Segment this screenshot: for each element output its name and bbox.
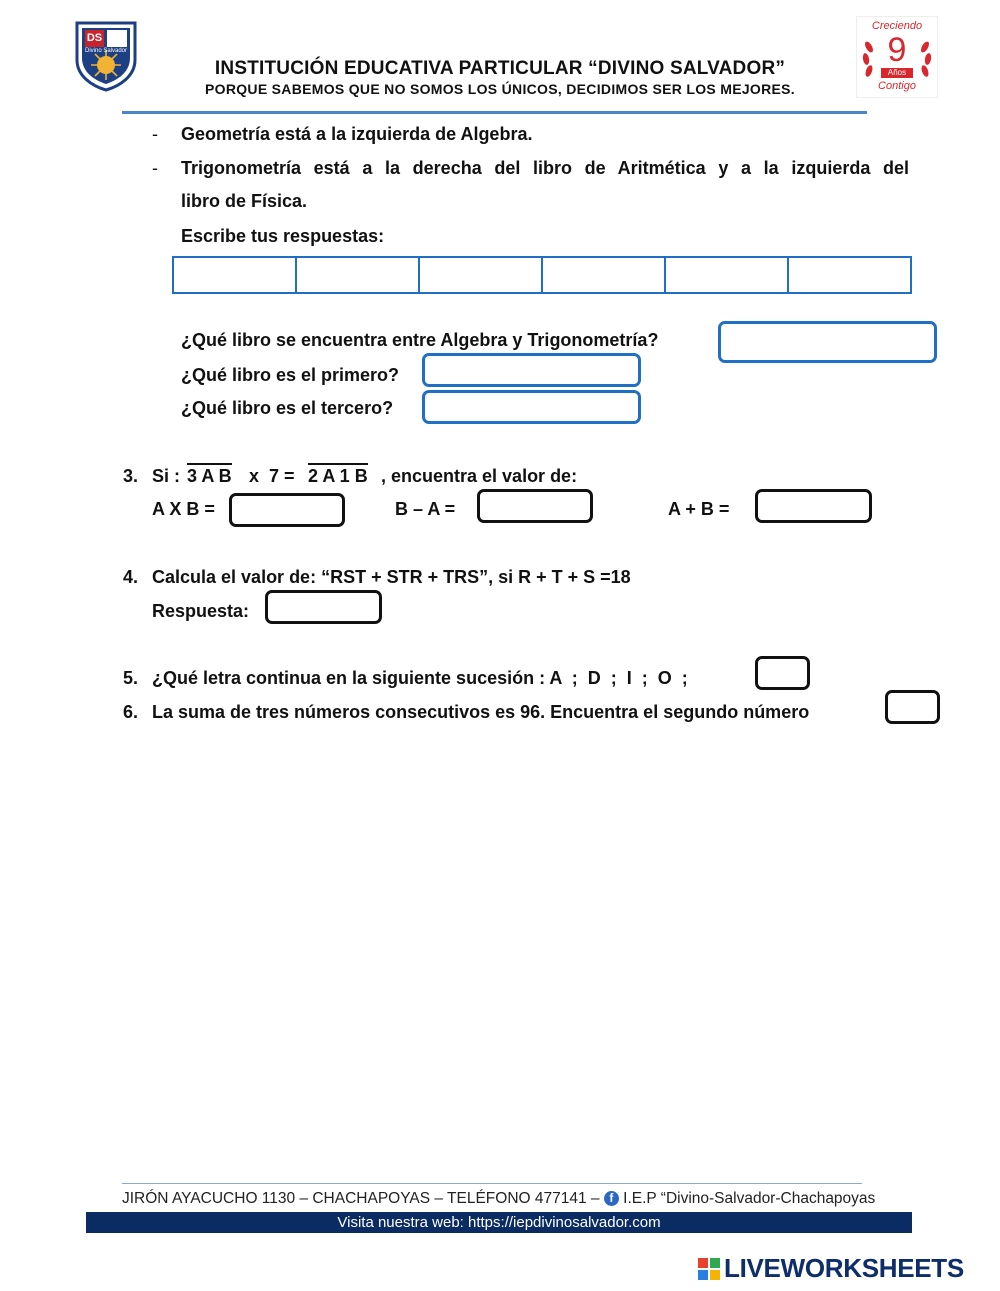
facebook-icon [604, 1191, 619, 1206]
clue-2-line1: Trigonometría está a la derecha del libro de Aritmética y a la izquierda del [181, 158, 909, 178]
facebook-icon-glyph: f [609, 1191, 614, 1205]
book-slot-2[interactable] [296, 257, 419, 293]
anniversary-badge [856, 16, 938, 98]
question-between: ¿Qué libro se encuentra entre Algebra y Trigonometría? [181, 330, 659, 350]
liveworksheets-brand: LIVEWORKSHEETS [724, 1253, 964, 1283]
apb-label: A + B = [668, 499, 730, 519]
lw-icon-l [698, 1258, 708, 1268]
footer-contact [122, 1190, 875, 1208]
school-motto: PORQUE SABEMOS QUE NO SOMOS LOS ÚNICOS, DECIDIMOS SER LOS MEJORES. [205, 81, 795, 97]
clue-1-bullet: - [152, 124, 158, 144]
problem-3-term2: 2 A 1 B [308, 463, 368, 487]
book-order-table [172, 256, 912, 294]
question-third: ¿Qué libro es el tercero? [181, 398, 394, 418]
problem-3-prefix: Si : [152, 466, 181, 486]
lw-icon-i [710, 1258, 720, 1268]
bma-label: B – A = [395, 499, 456, 519]
book-slot-4[interactable] [542, 257, 665, 293]
problem-6-number: 6. [123, 702, 139, 722]
anniversary-years: Años [887, 68, 907, 77]
lw-icon-v [698, 1270, 708, 1280]
problem-6-text: La suma de tres números consecutivos es 96. Encuentra el segundo número [152, 702, 810, 722]
problem-5-input[interactable] [755, 656, 810, 690]
problem-3-term1: 3 A B [187, 463, 232, 487]
book-slot-5[interactable] [665, 257, 788, 293]
footer-web-bar[interactable]: Visita nuestra web: https://iepdivinosalvador.com [86, 1212, 912, 1233]
bma-input[interactable] [477, 489, 593, 523]
axb-input[interactable] [229, 493, 345, 527]
problem-3-operator: x 7 = [249, 466, 295, 486]
answer-third-input[interactable] [422, 390, 641, 424]
problem-5-number: 5. [123, 668, 139, 688]
book-slot-3[interactable] [419, 257, 542, 293]
clue-1-text: Geometría está a la izquierda de Algebra. [181, 124, 533, 144]
problem-6-input[interactable] [885, 690, 940, 724]
clue-2-line2: libro de Física. [181, 191, 308, 211]
problem-5-text: ¿Qué letra continua en la siguiente sucesión : A ; D ; I ; O ; [152, 668, 688, 688]
header-divider [122, 111, 867, 114]
apb-input[interactable] [755, 489, 872, 523]
anniversary-top: Creciendo [871, 20, 923, 32]
problem-4-number: 4. [123, 567, 139, 587]
problem-3-number: 3. [123, 466, 139, 486]
question-first: ¿Qué libro es el primero? [181, 365, 400, 385]
liveworksheets-icon [698, 1258, 720, 1280]
school-title: INSTITUCIÓN EDUCATIVA PARTICULAR “DIVINO SALVADOR” [214, 58, 786, 79]
problem-4-input[interactable] [265, 590, 382, 624]
facebook-page-text: I.E.P “Divino-Salvador-Chachapoyas [623, 1190, 876, 1207]
book-slot-6[interactable] [788, 257, 911, 293]
answers-label: Escribe tus respuestas: [181, 226, 385, 246]
logo-caption: Divino Salvador [84, 48, 128, 54]
footer-divider [122, 1183, 862, 1184]
anniversary-bottom: Contigo [878, 80, 916, 92]
problem-4-text: Calcula el valor de: “RST + STR + TRS”, si R + T + S =18 [152, 567, 631, 587]
clue-2-bullet: - [152, 158, 158, 178]
book-slot-1[interactable] [173, 257, 296, 293]
footer-contact-text: JIRÓN AYACUCHO 1130 – CHACHAPOYAS – TELÉFONO 477141 – [122, 1190, 600, 1207]
anniversary-number: 9 [887, 31, 907, 69]
lw-icon-e [710, 1270, 720, 1280]
axb-label: A X B = [152, 499, 215, 519]
logo-initials: DS [86, 32, 103, 44]
problem-3-suffix: , encuentra el valor de: [381, 466, 578, 486]
problem-4-answer-label: Respuesta: [152, 601, 250, 621]
answer-first-input[interactable] [422, 353, 641, 387]
answer-between-input[interactable] [718, 321, 937, 363]
